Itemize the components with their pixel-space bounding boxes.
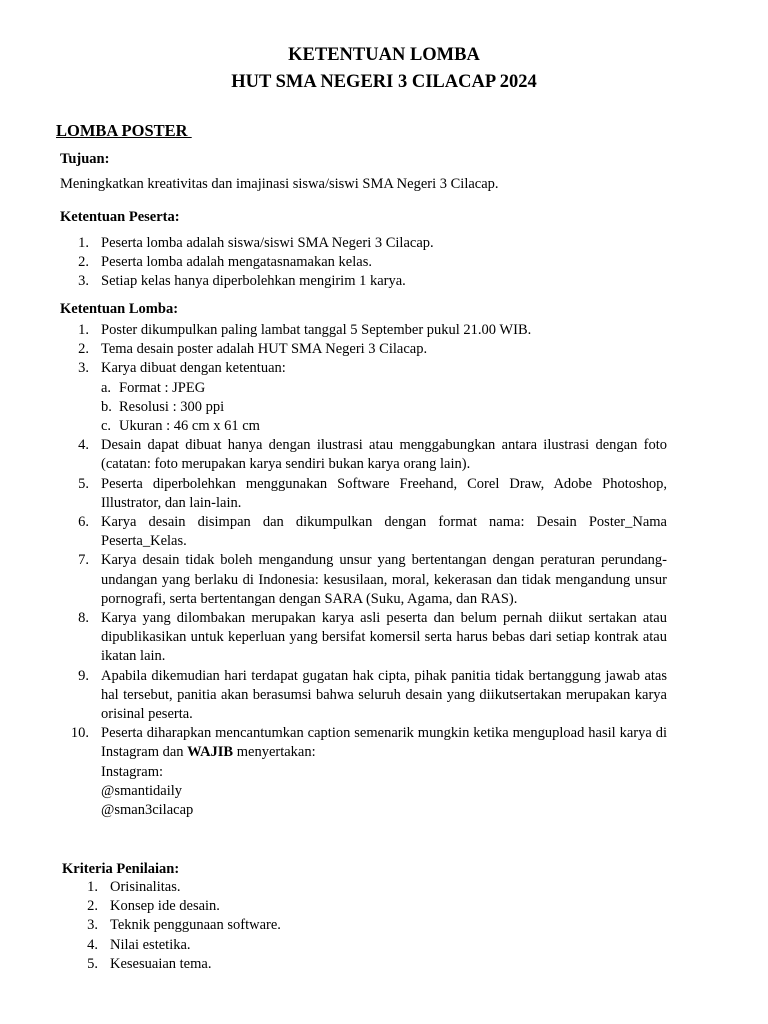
- heading-tujuan: Tujuan:: [60, 151, 110, 167]
- kriteria-item: [69, 936, 569, 955]
- ketentuan-lomba-item: [60, 340, 667, 359]
- ketentuan-lomba-item: [60, 551, 667, 609]
- instagram-account: @sman3cilacap: [101, 802, 194, 819]
- list-number: 10.: [70, 725, 89, 742]
- ketentuan-peserta-item: [60, 253, 669, 272]
- kriteria-item: [69, 916, 569, 935]
- list-number: 8.: [78, 610, 89, 627]
- sub-list-item: [101, 379, 667, 398]
- ketentuan-lomba-item: [60, 609, 667, 667]
- list-number: 4.: [78, 437, 89, 454]
- sub-list: [101, 379, 667, 437]
- ketentuan-lomba-item: [60, 436, 667, 474]
- list-number: 3.: [78, 360, 89, 377]
- list-number: 5.: [87, 955, 98, 972]
- list-number: 2.: [87, 898, 98, 915]
- list-number: 2.: [78, 341, 89, 358]
- instagram-account: @smantidaily: [101, 782, 183, 799]
- list-item-text: Karya yang dilombakan merupakan karya asli peserta dan belum pernah diikut sertakan atau dipublikasikan untuk keperluan yang bersifat komersil serta harus bebas dari setiap kontrak atau ikatan lain.: [101, 610, 667, 665]
- list-number: 3.: [87, 917, 98, 934]
- list-number: 9.: [78, 667, 89, 684]
- section-title-lomba-poster: LOMBA POSTER: [56, 121, 192, 140]
- list-item-text: Desain dapat dibuat hanya dengan ilustrasi atau menggabungkan antara ilustrasi dengan foto (catatan: foto merupakan karya sendiri bukan karya orang lain).: [101, 437, 667, 473]
- list-number: 7.: [78, 552, 89, 569]
- ketentuan-lomba-item: [60, 321, 667, 340]
- list-number: 1.: [78, 235, 89, 251]
- ketentuan-lomba-list: [60, 321, 667, 820]
- heading-kriteria: Kriteria Penilaian:: [62, 861, 180, 877]
- sub-list-text: Ukuran : 46 cm x 61 cm: [119, 418, 260, 435]
- list-item-text: Karya desain disimpan dan dikumpulkan dengan format nama: Desain Poster_Nama Peserta_Kelas.: [101, 514, 667, 550]
- list-item-text: Nilai estetika.: [110, 936, 191, 953]
- list-item-text: Konsep ide desain.: [110, 898, 220, 915]
- list-item-text: Peserta lomba adalah mengatasnamakan kelas.: [101, 254, 372, 271]
- ketentuan-peserta-item: [60, 272, 669, 291]
- instagram-label: Instagram:: [101, 763, 164, 780]
- sub-list-item: [101, 398, 667, 417]
- list-item-text: Peserta diharapkan mencantumkan caption semenarik mungkin ketika mengupload hasil karya di Instagram dan: [101, 725, 667, 761]
- kriteria-item: [69, 897, 569, 916]
- kriteria-item: [69, 955, 569, 974]
- list-number: 4.: [87, 936, 98, 953]
- ketentuan-lomba-item: [60, 724, 667, 820]
- list-number: 1.: [78, 322, 89, 338]
- sub-list-text: Resolusi : 300 ppi: [119, 398, 225, 415]
- emphasis-wajib: WAJIB: [187, 744, 234, 761]
- list-item-text-end: menyertakan:: [233, 744, 316, 761]
- document-title: KETENTUAN LOMBA: [288, 45, 480, 65]
- sub-list-letter: c.: [101, 418, 112, 435]
- kriteria-list: [69, 878, 569, 974]
- heading-ketentuan-lomba: Ketentuan Lomba:: [60, 301, 179, 317]
- sub-list-letter: a.: [101, 379, 112, 396]
- list-item-text: Setiap kelas hanya diperbolehkan mengirim 1 karya.: [101, 273, 406, 290]
- list-item-text: Peserta diperbolehkan menggunakan Software Freehand, Corel Draw, Adobe Photoshop, Illustrator, dan lain-lain.: [101, 475, 667, 511]
- list-number: 1.: [87, 879, 98, 895]
- sub-list-item: [101, 417, 667, 436]
- list-item-text: Tema desain poster adalah HUT SMA Negeri 3 Cilacap.: [101, 341, 428, 358]
- ketentuan-peserta-item: [60, 234, 669, 253]
- list-item-text: Kesesuaian tema.: [110, 955, 212, 972]
- sub-list-letter: b.: [101, 398, 112, 415]
- list-number: 6.: [78, 514, 89, 531]
- list-number: 2.: [78, 254, 89, 271]
- tujuan-text: Meningkatkan kreativitas dan imajinasi siswa/siswi SMA Negeri 3 Cilacap.: [60, 176, 499, 192]
- ketentuan-lomba-item: [60, 475, 667, 513]
- list-number: 3.: [78, 273, 89, 290]
- kriteria-item: [69, 878, 569, 897]
- ketentuan-peserta-list: [60, 234, 669, 292]
- sub-list-text: Format : JPEG: [119, 379, 206, 396]
- list-item-text: Karya desain tidak boleh mengandung unsur yang bertentangan dengan peraturan perundang-undangan yang berlaku di Indonesia: kesusilaan, moral, kekerasan dan tidak mengandung unsur pornografi, serta bertentangan dengan SARA (Suku, Agama, dan RAS).: [101, 552, 667, 607]
- list-item-text: Teknik penggunaan software.: [110, 917, 281, 934]
- heading-ketentuan-peserta: Ketentuan Peserta:: [60, 209, 180, 225]
- list-item-text: Orisinalitas.: [110, 879, 181, 895]
- ketentuan-lomba-item: [60, 359, 667, 436]
- list-item-text: Peserta lomba adalah siswa/siswi SMA Negeri 3 Cilacap.: [101, 235, 434, 251]
- list-item-text: Apabila dikemudian hari terdapat gugatan hak cipta, pihak panitia tidak bertanggung jawab atas hal tersebut, panitia akan berasumsi bahwa seluruh desain yang diikutsertakan merupakan karya orisinal peserta.: [101, 667, 667, 723]
- list-item-text: Poster dikumpulkan paling lambat tanggal 5 September pukul 21.00 WIB.: [101, 322, 532, 338]
- list-number: 5.: [78, 475, 89, 492]
- document-subtitle: HUT SMA NEGERI 3 CILACAP 2024: [231, 72, 537, 92]
- ketentuan-lomba-item: [60, 667, 667, 725]
- list-item-text: Karya dibuat dengan ketentuan:: [101, 360, 286, 377]
- ketentuan-lomba-item: [60, 513, 667, 551]
